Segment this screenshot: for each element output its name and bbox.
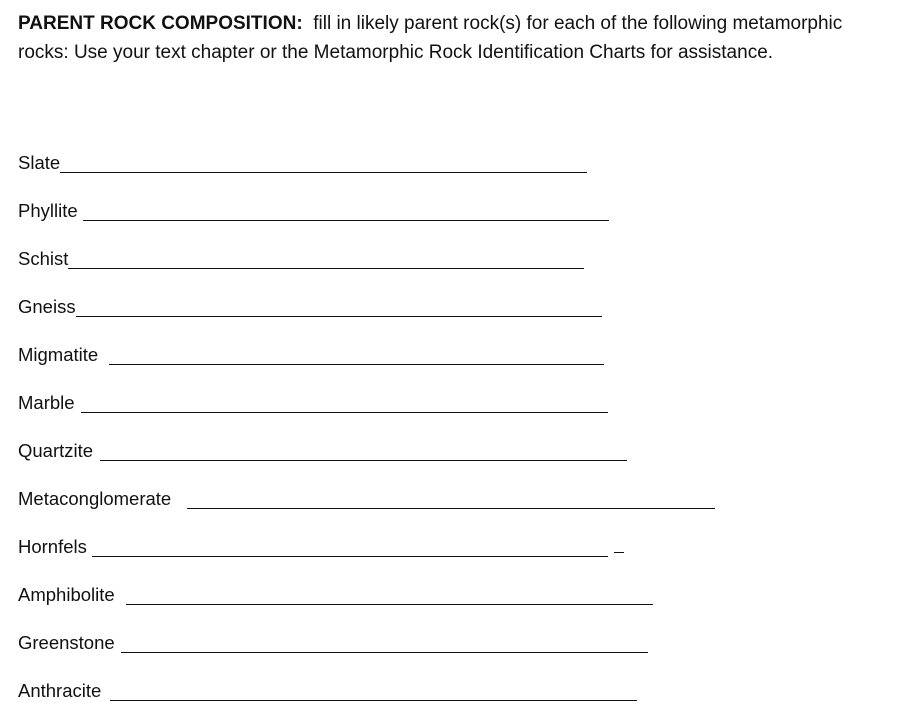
row-label: Metaconglomerate [18, 488, 172, 509]
instructions-heading: PARENT ROCK COMPOSITION: [18, 13, 303, 34]
row-label: Quartzite [18, 440, 94, 461]
answer-blank-anthracite[interactable] [110, 700, 637, 701]
row-label: Hornfels [18, 536, 87, 557]
answer-blank-migmatite[interactable] [109, 364, 604, 365]
answer-blank-hornfels[interactable] [92, 556, 608, 557]
row-label: Anthracite [18, 680, 102, 701]
row-label: Marble [18, 392, 75, 413]
answer-blank-phyllite[interactable] [83, 220, 609, 221]
stray-underline-mark [614, 552, 624, 553]
answer-blank-quartzite[interactable] [100, 460, 627, 461]
row-label: Slate [18, 152, 61, 173]
answer-blank-marble[interactable] [81, 412, 608, 413]
answer-blank-metaconglomerate[interactable] [187, 508, 715, 509]
row-label: Amphibolite [18, 584, 115, 605]
row-label: Greenstone [18, 632, 115, 653]
instructions-text: fill in likely parent rock(s) for each of the following metamorphic rocks: Use your text chapter or the Metamorphic Rock Identification Charts for assistance. [18, 13, 843, 63]
row-label: Gneiss [18, 296, 76, 317]
answer-blank-greenstone[interactable] [121, 652, 648, 653]
row-label: Migmatite [18, 344, 99, 365]
answer-blank-schist[interactable] [68, 268, 584, 269]
instructions-paragraph [18, 9, 878, 67]
answer-blank-amphibolite[interactable] [126, 604, 653, 605]
row-label: Phyllite [18, 200, 78, 221]
row-label: Schist [18, 248, 69, 269]
answer-blank-slate[interactable] [60, 172, 587, 173]
answer-blank-gneiss[interactable] [76, 316, 602, 317]
